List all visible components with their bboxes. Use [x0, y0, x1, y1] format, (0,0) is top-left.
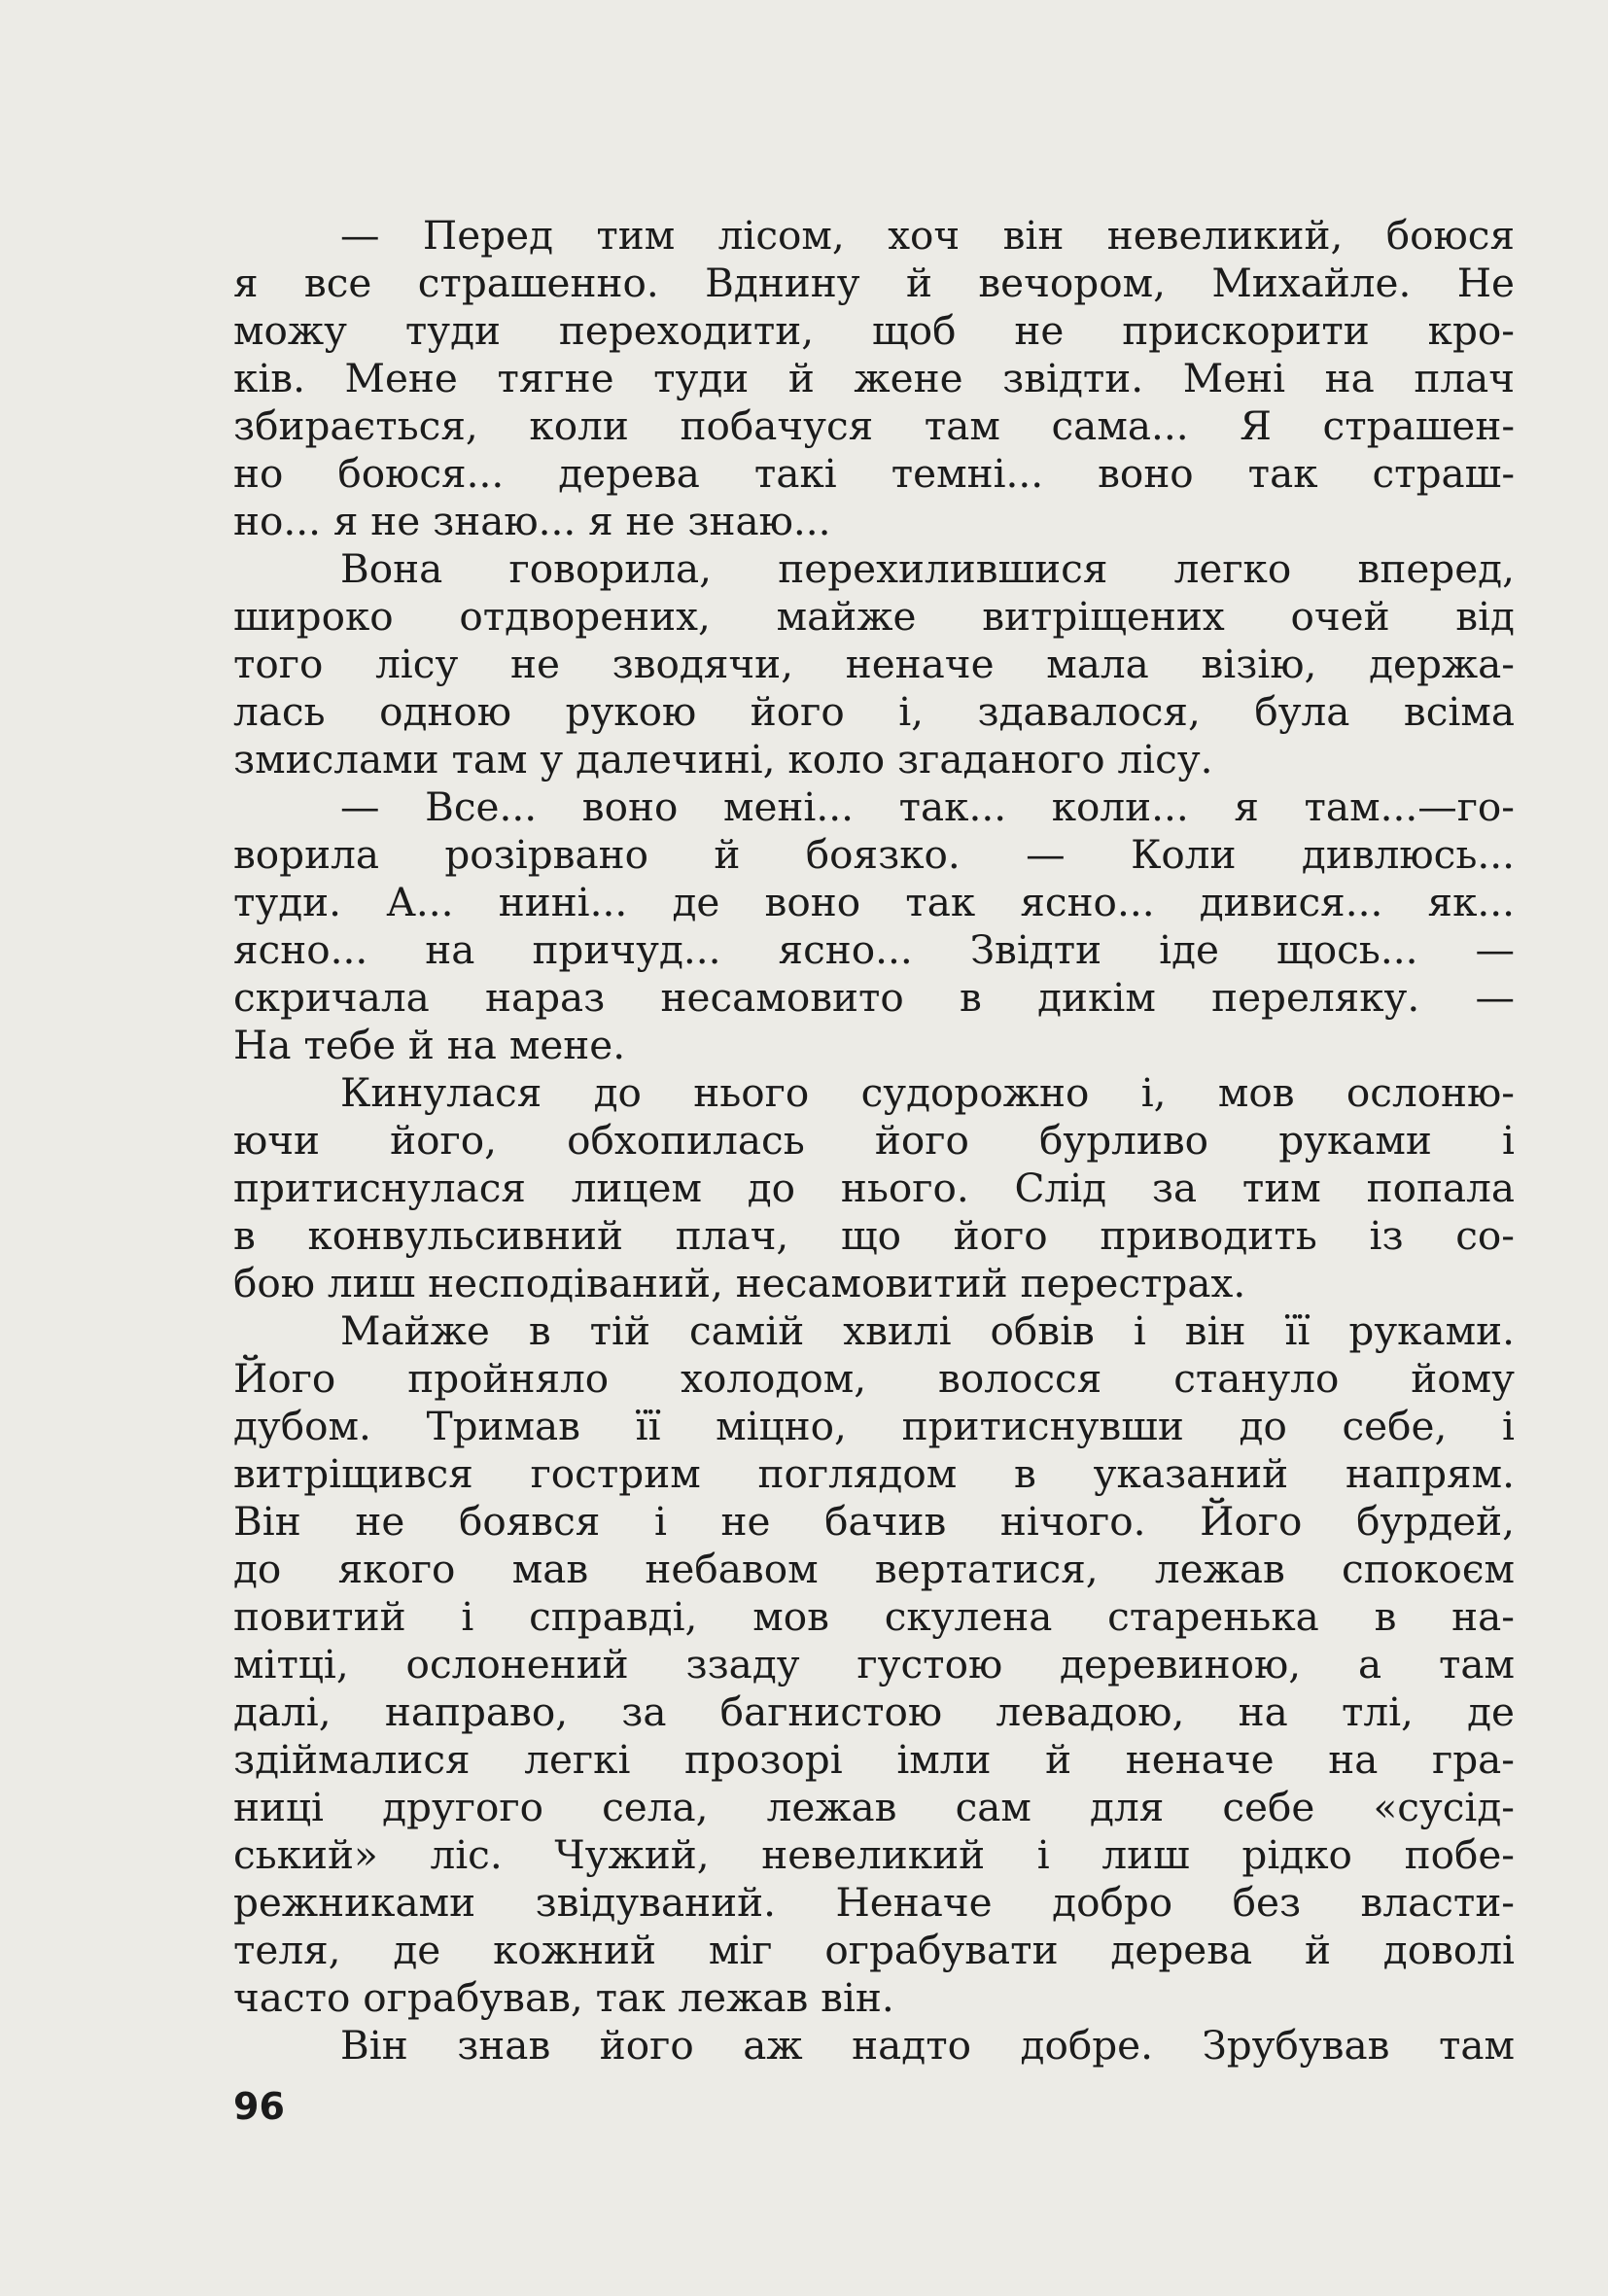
- text-line: широко отдворених, майже витріщених очей від: [233, 593, 1515, 640]
- text-line: змислами там у далечині, коло згаданого лісу.: [233, 736, 1213, 783]
- text-line: Кинулася до нього судорожно і, мов ослоню-: [340, 1069, 1515, 1116]
- text-line: можу туди переходити, щоб не прискорити кро-: [233, 307, 1515, 354]
- text-line: до якого мав небавом вертатися, лежав спокоєм: [233, 1546, 1515, 1592]
- text-line: дубом. Тримав її міцно, притиснувши до себе, і: [233, 1403, 1515, 1449]
- text-line: ворила розірвано й боязко. — Коли дивлюсь...: [233, 831, 1515, 878]
- text-line: здіймалися легкі прозорі імли й неначе на гра-: [233, 1736, 1515, 1783]
- text-line: ків. Мене тягне туди й жене звідти. Мені на плач: [233, 355, 1515, 401]
- text-line: лась одною рукою його і, здавалося, була всіма: [233, 688, 1515, 735]
- text-line: Він знав його аж надто добре. Зрубував там: [340, 2022, 1515, 2069]
- text-line: я все страшенно. Вднину й вечором, Михайле. Не: [233, 260, 1515, 306]
- text-line: мітці, ослонений ззаду густою деревиною, а там: [233, 1641, 1515, 1687]
- text-line: Майже в тій самій хвилі обвів і він її руками.: [340, 1307, 1515, 1354]
- text-line: повитий і справді, мов скулена старенька в на-: [233, 1593, 1515, 1640]
- text-line: того лісу не зводячи, неначе мала візію, держа-: [233, 641, 1515, 687]
- text-line: теля, де кожний міг ограбувати дерева й доволі: [233, 1927, 1515, 1973]
- page-number: 96: [233, 2085, 285, 2128]
- text-line: притиснулася лицем до нього. Слід за тим попала: [233, 1165, 1515, 1211]
- text-line: ясно... на причуд... ясно... Звідти іде щось... —: [233, 926, 1515, 973]
- text-line: ючи його, обхопилась його бурливо руками і: [233, 1117, 1515, 1164]
- text-line: бою лиш несподіваний, несамовитий перестрах.: [233, 1260, 1246, 1306]
- text-line: далі, направо, за багнистою левадою, на тлі, де: [233, 1688, 1515, 1735]
- text-line: збирається, коли побачуся там сама... Я страшен-: [233, 402, 1515, 449]
- body-text: [233, 212, 1515, 2070]
- text-line: в конвульсивний плач, що його приводить із со-: [233, 1212, 1515, 1259]
- text-line: — Все... воно мені... так... коли... я там...—го-: [340, 783, 1515, 830]
- text-line: часто ограбував, так лежав він.: [233, 1974, 894, 2021]
- text-line: но боюся... дерева такі темні... воно так страш-: [233, 450, 1515, 497]
- text-line: На тебе й на мене.: [233, 1022, 626, 1068]
- text-line: — Перед тим лісом, хоч він невеликий, боюся: [340, 212, 1515, 259]
- text-line: ниці другого села, лежав сам для себе «сусід-: [233, 1784, 1515, 1830]
- text-line: ський» ліс. Чужий, невеликий і лиш рідко побе-: [233, 1831, 1515, 1878]
- text-line: Вона говорила, перехилившися легко вперед,: [340, 545, 1515, 592]
- text-line: Його пройняло холодом, волосся стануло йому: [233, 1355, 1515, 1402]
- text-line: режниками звідуваний. Неначе добро без власти-: [233, 1879, 1515, 1926]
- text-line: витріщився гострим поглядом в указаний напрям.: [233, 1450, 1515, 1497]
- text-line: скричала нараз несамовито в дикім переляку. —: [233, 974, 1515, 1021]
- text-line: но... я не знаю... я не знаю...: [233, 498, 831, 544]
- text-line: Він не боявся і не бачив нічого. Його бурдей,: [233, 1498, 1515, 1545]
- text-line: туди. А... нині... де воно так ясно... дивися... як...: [233, 879, 1515, 925]
